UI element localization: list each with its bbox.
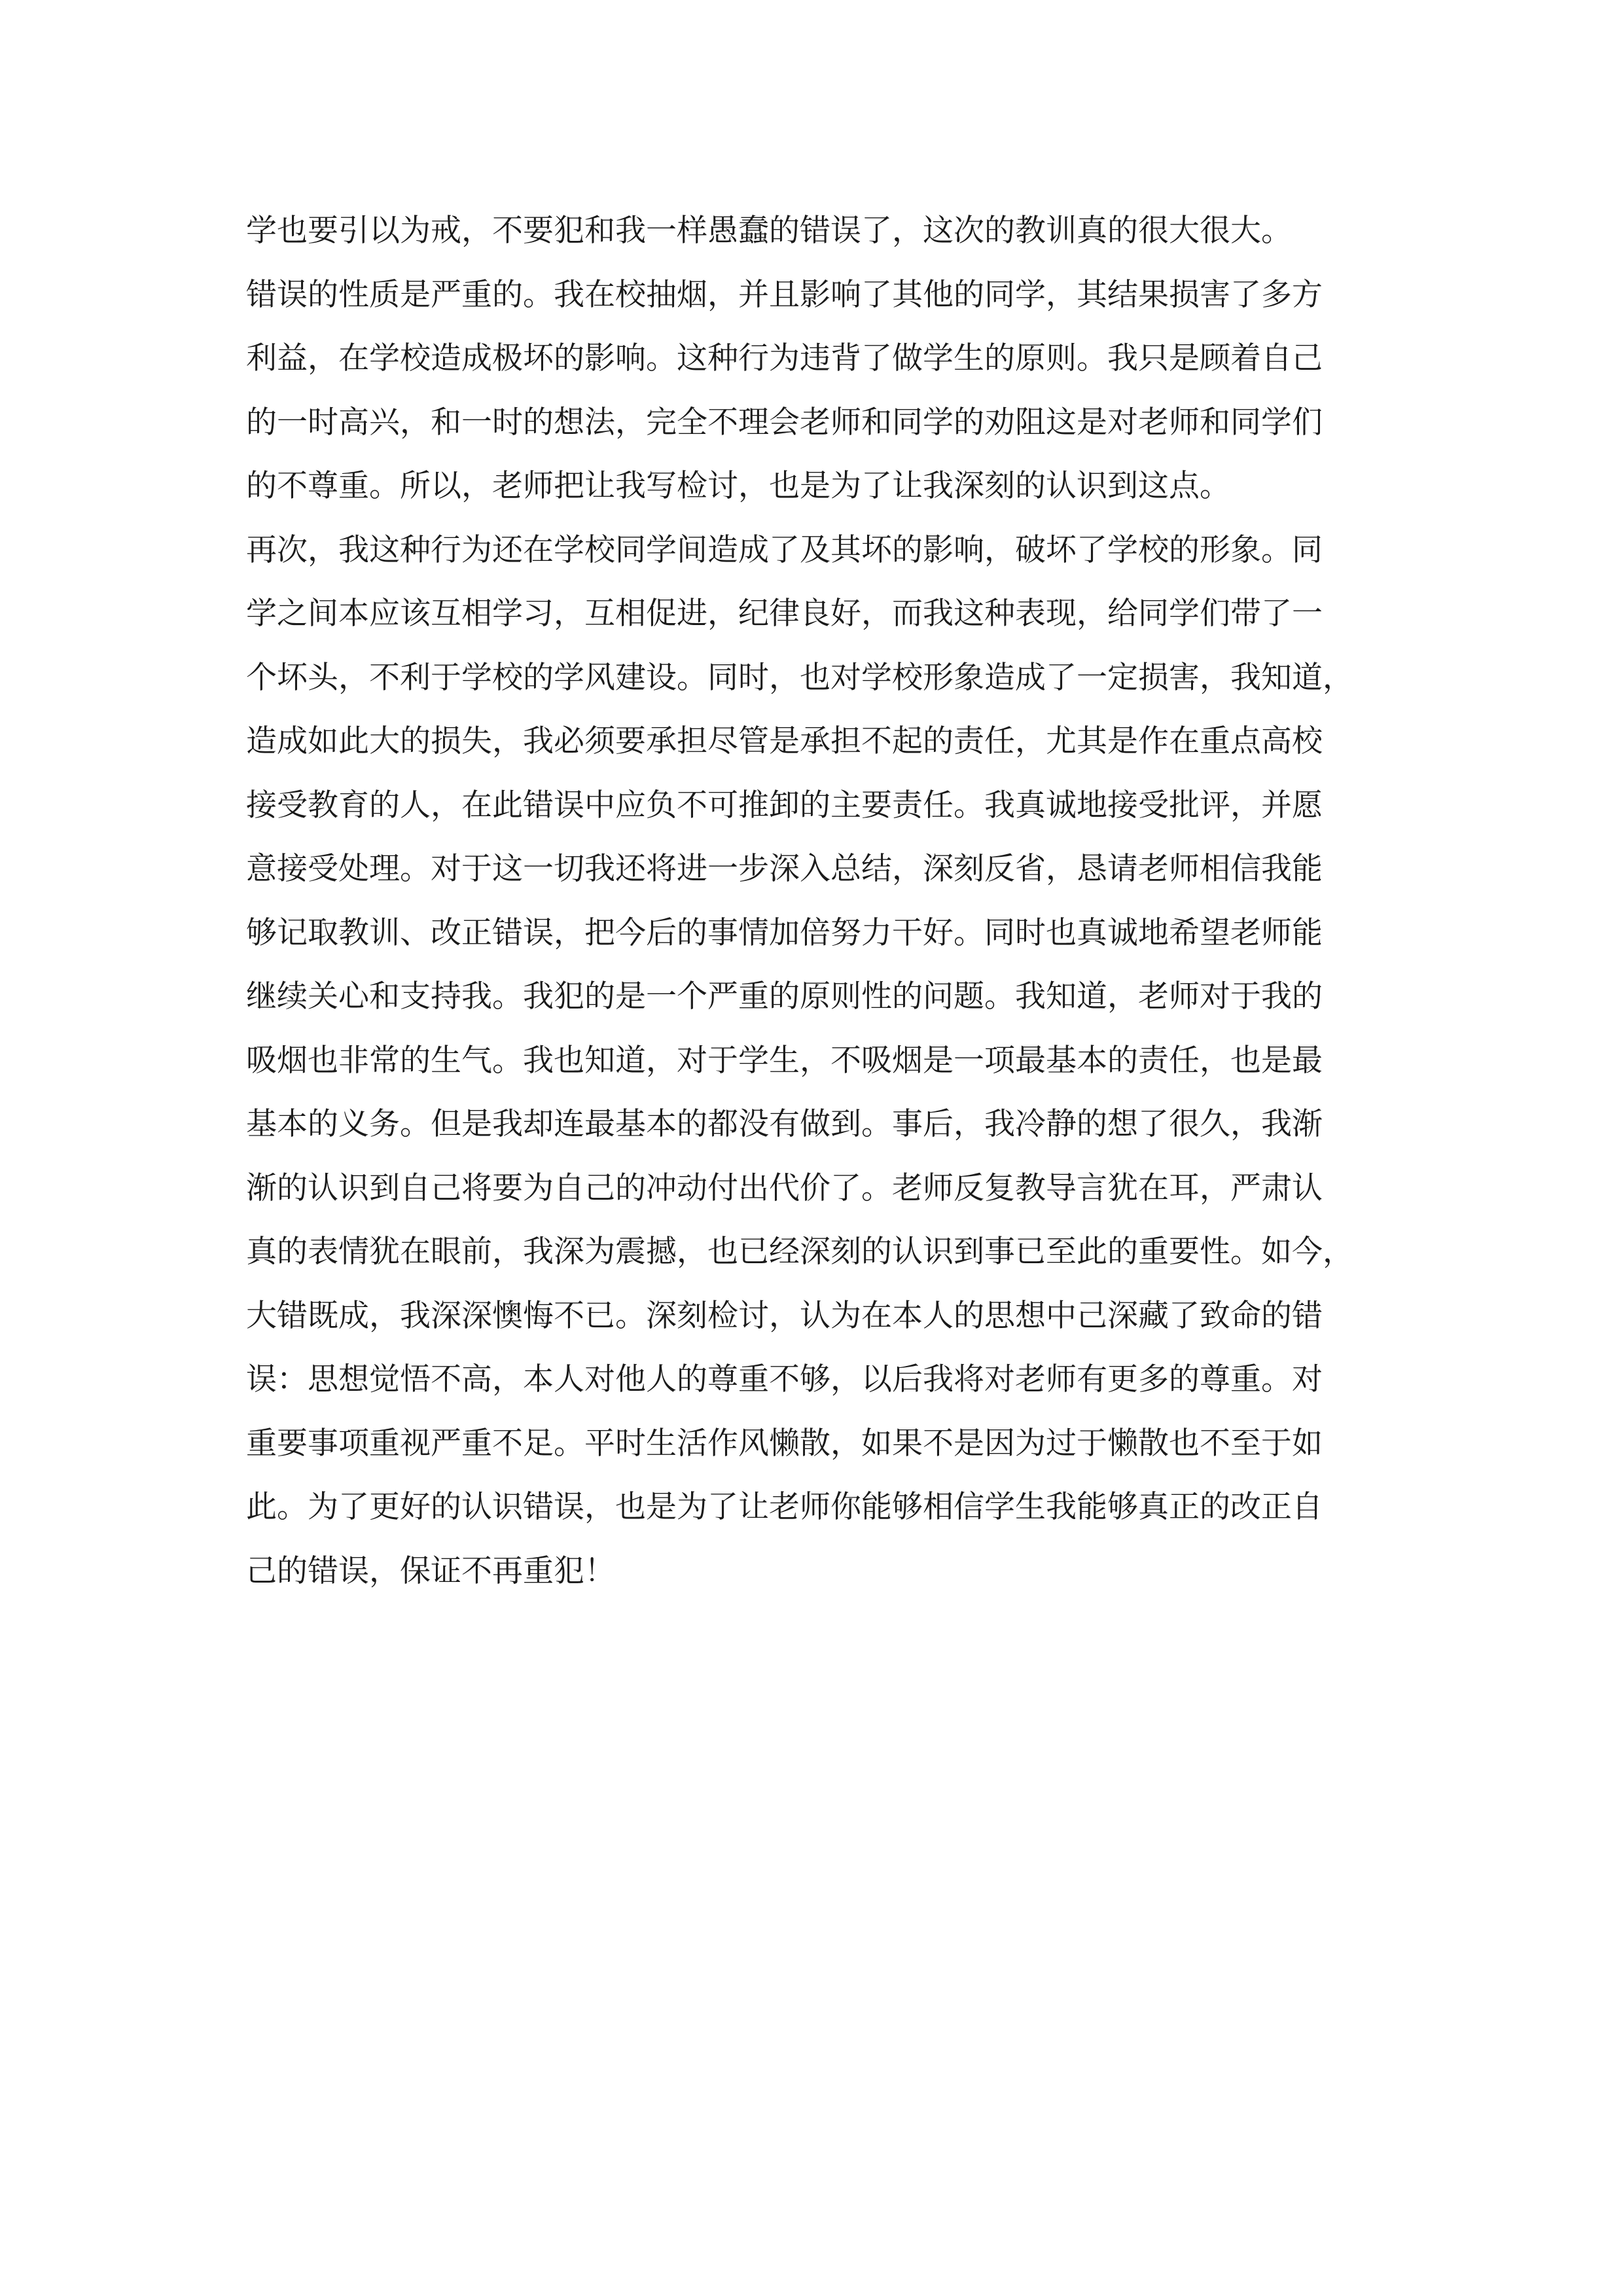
text-line: 再次，我这种行为还在学校同学间造成了及其坏的影响，破坏了学校的形象。同 — [246, 531, 1323, 568]
text-line: 基本的义务。但是我却连最基本的都没有做到。事后，我冷静的想了很久，我渐 — [246, 1106, 1323, 1142]
text-line: 造成如此大的损失，我必须要承担尽管是承担不起的责任，尤其是作在重点高校 — [246, 723, 1323, 759]
text-line: 继续关心和支持我。我犯的是一个严重的原则性的问题。我知道，老师对于我的 — [246, 978, 1323, 1014]
text-line: 此。为了更好的认识错误，也是为了让老师你能够相信学生我能够真正的改正自 — [246, 1489, 1323, 1525]
text-line: 真的表情犹在眼前，我深为震撼，也已经深刻的认识到事已至此的重要性。如今， — [246, 1234, 1353, 1270]
text-line: 渐的认识到自己将要为自己的冲动付出代价了。老师反复教导言犹在耳，严肃认 — [246, 1170, 1323, 1206]
text-line: 误：思想觉悟不高，本人对他人的尊重不够，以后我将对老师有更多的尊重。对 — [246, 1361, 1323, 1397]
text-line: 的一时高兴，和一时的想法，完全不理会老师和同学的劝阻这是对老师和同学们 — [246, 404, 1323, 440]
text-line: 吸烟也非常的生气。我也知道，对于学生，不吸烟是一项最基本的责任，也是最 — [246, 1042, 1323, 1079]
text-line: 的不尊重。所以，老师把让我写检讨，也是为了让我深刻的认识到这点。 — [246, 468, 1230, 504]
text-line: 个坏头，不利于学校的学风建设。同时，也对学校形象造成了一定损害，我知道， — [246, 659, 1353, 696]
text-line: 学之间本应该互相学习，互相促进，纪律良好，而我这种表现，给同学们带了一 — [246, 596, 1323, 632]
text-line: 够记取教训、改正错误，把今后的事情加倍努力干好。同时也真诚地希望老师能 — [246, 914, 1323, 951]
text-line: 接受教育的人，在此错误中应负不可推卸的主要责任。我真诚地接受批评，并愿 — [246, 787, 1323, 823]
text-line: 意接受处理。对于这一切我还将进一步深入总结，深刻反省，恳请老师相信我能 — [246, 851, 1323, 887]
text-line: 己的错误，保证不再重犯！ — [246, 1552, 615, 1589]
text-line: 学也要引以为戒，不要犯和我一样愚蠢的错误了，这次的教训真的很大很大。 — [246, 213, 1292, 249]
body-text — [246, 199, 1377, 1603]
text-line: 重要事项重视严重不足。平时生活作风懒散，如果不是因为过于懒散也不至于如 — [246, 1425, 1323, 1462]
text-line: 利益，在学校造成极坏的影响。这种行为违背了做学生的原则。我只是顾着自己 — [246, 340, 1323, 376]
text-line: 大错既成，我深深懊悔不已。深刻检讨，认为在本人的思想中己深藏了致命的错 — [246, 1297, 1323, 1334]
text-line: 错误的性质是严重的。我在校抽烟，并且影响了其他的同学，其结果损害了多方 — [246, 276, 1323, 313]
